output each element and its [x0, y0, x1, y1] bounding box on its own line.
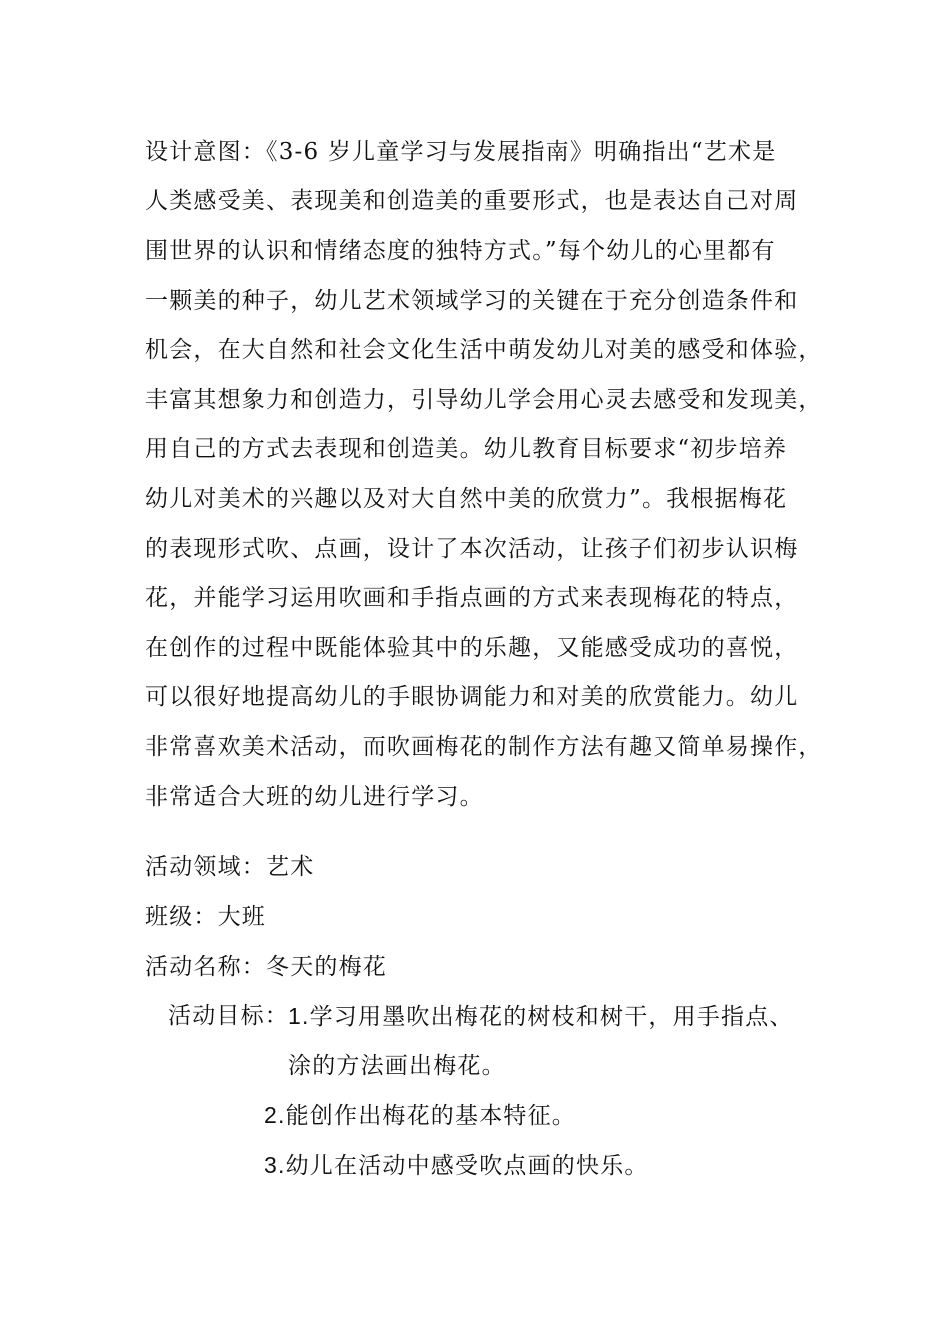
paragraph-line: 非常适合大班的幼儿进行学习。	[145, 784, 484, 810]
goal-text: 能创作出梅花的基本特征。	[285, 1103, 576, 1129]
paragraph-line: 人类感受美、表现美和创造美的重要形式，也是表达自己对周	[145, 188, 799, 214]
goal-text: 学习用墨吹出梅花的树枝和树干，用手指点、	[309, 1004, 794, 1030]
goal-item-3	[264, 1149, 649, 1182]
paragraph-line: 可以很好地提高幼儿的手眼协调能力和对美的欣赏能力。幼儿	[145, 684, 799, 710]
paragraph-line: 机会，在大自然和社会文化生活中萌发幼儿对美的感受和体验，	[145, 337, 823, 363]
paragraph-line: 在创作的过程中既能体验其中的乐趣，又能感受成功的喜悦，	[145, 635, 799, 661]
paragraph-line: 围世界的认识和情绪态度的独特方式。”每个幼儿的心里都有	[145, 238, 776, 264]
activity-name: 活动名称：冬天的梅花	[145, 954, 387, 980]
goal-number: 3.	[264, 1152, 286, 1178]
goal-number: 2.	[264, 1102, 286, 1128]
paragraph-line: 幼儿对美术的兴趣以及对大自然中美的欣赏力”。我根据梅花	[145, 486, 788, 512]
paragraph-line: 用自己的方式去表现和创造美。幼儿教育目标要求“初步培养	[145, 436, 788, 462]
goal-number: 1.	[288, 1003, 310, 1029]
goal-item-1	[288, 1000, 794, 1033]
paragraph-line: 一颗美的种子，幼儿艺术领域学习的关键在于充分创造条件和	[145, 288, 799, 314]
paragraph-line: 非常喜欢美术活动，而吹画梅花的制作方法有趣又简单易操作，	[145, 734, 823, 760]
paragraph-line: 设计意图：《3-6 岁儿童学习与发展指南》明确指出“艺术是	[145, 139, 777, 165]
goals-label: 活动目标：	[168, 1003, 289, 1029]
activity-domain: 活动领域：艺术	[145, 854, 315, 880]
activity-class: 班级：大班	[145, 904, 266, 930]
paragraph-line: 花，并能学习运用吹画和手指点画的方式来表现梅花的特点，	[145, 585, 799, 611]
goal-item-1-continued: 涂的方法画出梅花。	[288, 1053, 506, 1079]
goal-text: 幼儿在活动中感受吹点画的快乐。	[285, 1153, 649, 1179]
paragraph-line: 的表现形式吹、点画，设计了本次活动，让孩子们初步认识梅	[145, 536, 799, 562]
goal-item-2	[264, 1099, 576, 1132]
paragraph-line: 丰富其想象力和创造力，引导幼儿学会用心灵去感受和发现美，	[145, 387, 823, 413]
